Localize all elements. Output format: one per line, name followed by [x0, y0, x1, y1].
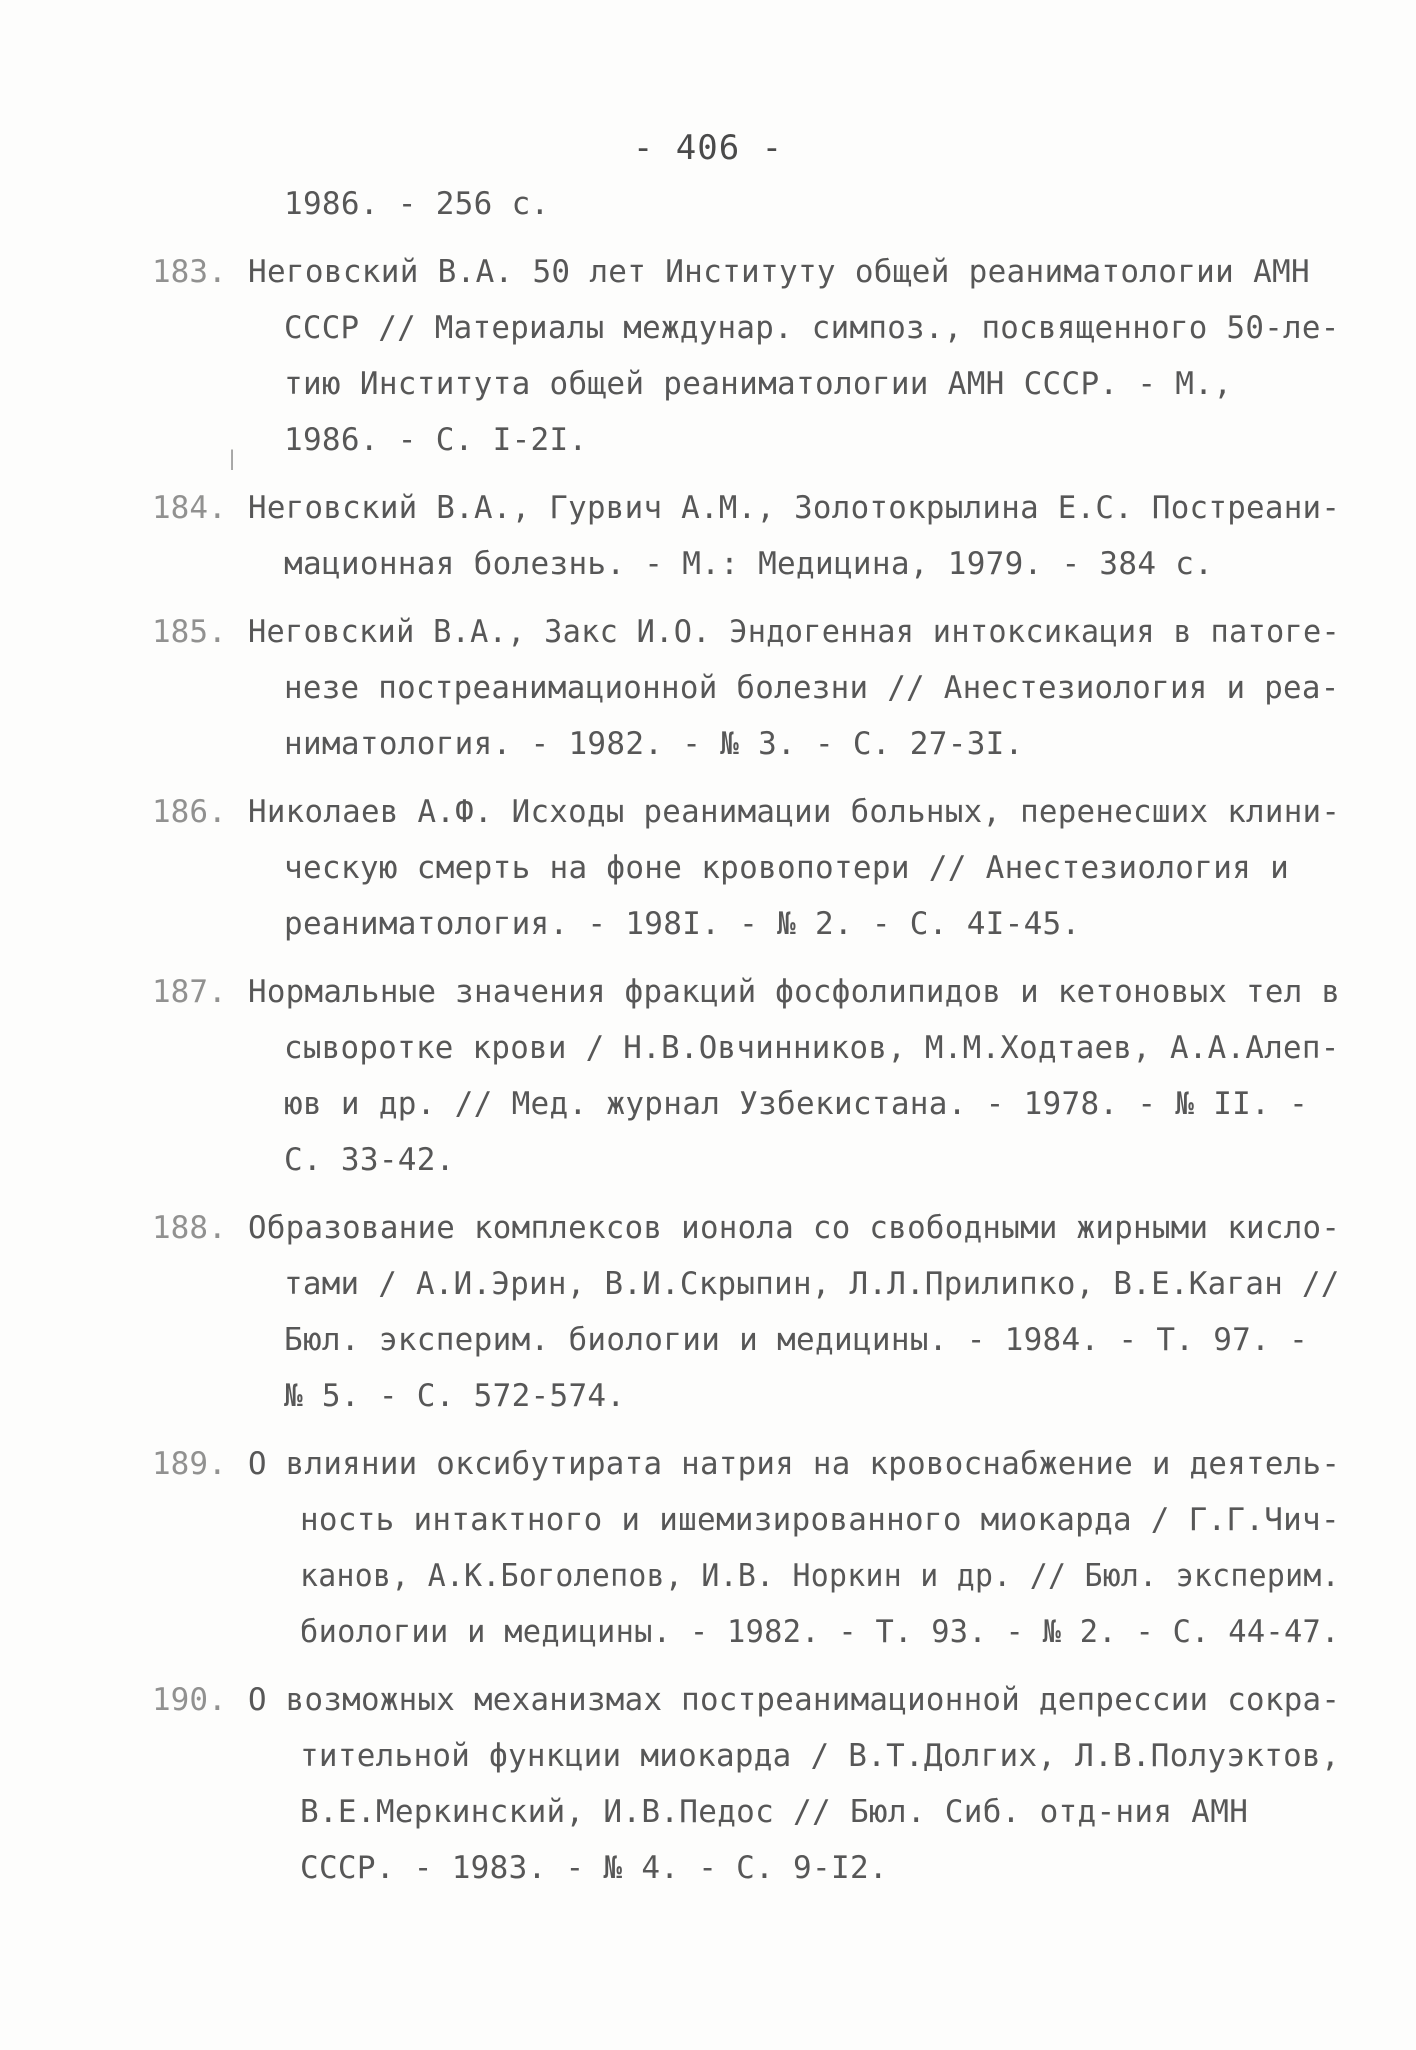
reference-line: биологии и медицины. - 1982. - Т. 93. - № 2. - С. 44-47.: [300, 1614, 1340, 1650]
reference-line: Образование комплексов ионола со свободными жирными кисло-: [248, 1210, 1341, 1246]
stray-mark: |: [226, 446, 239, 470]
reference-line: ческую смерть на фоне кровопотери // Анестезиология и: [284, 850, 1290, 886]
page-number: - 406 -: [632, 128, 784, 168]
reference-number: 184.: [152, 490, 227, 526]
reference-number: 187.: [152, 974, 227, 1010]
reference-line: № 5. - С. 572-574.: [284, 1378, 626, 1414]
reference-line: СССР // Материалы междунар. симпоз., посвященного 50-ле-: [284, 310, 1340, 346]
reference-line: 1986. - С. I-2I.: [284, 422, 588, 458]
reference-line: Неговский В.А., Гурвич А.М., Золотокрылина Е.С. Постреани-: [248, 490, 1341, 526]
reference-line: мационная болезнь. - М.: Медицина, 1979. - 384 с.: [284, 546, 1214, 582]
reference-line: В.Е.Меркинский, И.В.Педос // Бюл. Сиб. отд-ния АМН: [300, 1794, 1249, 1830]
continuation-line: 1986. - 256 с.: [284, 186, 550, 222]
reference-number: 188.: [152, 1210, 227, 1246]
reference-line: С. 33-42.: [284, 1142, 455, 1178]
reference-line: СССР. - 1983. - № 4. - С. 9-I2.: [300, 1850, 888, 1886]
reference-line: незе постреанимационной болезни // Анестезиология и реа-: [284, 670, 1340, 706]
reference-line: реаниматология. - 198I. - № 2. - С. 4I-45.: [284, 906, 1081, 942]
reference-line: ниматология. - 1982. - № 3. - С. 27-3I.: [284, 726, 1024, 762]
reference-line: ность интактного и ишемизированного миокарда / Г.Г.Чич-: [300, 1502, 1340, 1538]
reference-number: 189.: [152, 1446, 227, 1482]
reference-number: 186.: [152, 794, 227, 830]
reference-line: О влиянии оксибутирата натрия на кровоснабжение и деятель-: [248, 1446, 1341, 1482]
reference-line: юв и др. // Мед. журнал Узбекистана. - 1978. - № II. -: [284, 1086, 1309, 1122]
reference-number: 185.: [152, 614, 227, 650]
reference-line: канов, А.К.Боголепов, И.В. Норкин и др. // Бюл. эксперим.: [300, 1558, 1340, 1594]
reference-line: О возможных механизмах постреанимационной депрессии сокра-: [248, 1682, 1341, 1718]
reference-line: Нормальные значения фракций фосфолипидов и кетоновых тел в: [248, 974, 1341, 1010]
reference-number: 190.: [152, 1682, 227, 1718]
reference-line: тию Института общей реаниматологии АМН СССР. - М.,: [284, 366, 1233, 402]
reference-line: Неговский В.А., Закс И.О. Эндогенная интоксикация в патоге-: [248, 614, 1341, 650]
reference-number: 183.: [152, 254, 227, 290]
reference-line: тами / А.И.Эрин, В.И.Скрыпин, Л.Л.Прилипко, В.Е.Каган //: [284, 1266, 1340, 1302]
reference-line: Николаев А.Ф. Исходы реанимации больных, перенесших клини-: [248, 794, 1341, 830]
reference-line: тительной функции миокарда / В.Т.Долгих, Л.В.Полуэктов,: [300, 1738, 1340, 1774]
reference-line: Неговский В.А. 50 лет Институту общей реаниматологии АМН: [248, 254, 1310, 290]
reference-line: сыворотке крови / Н.В.Овчинников, М.М.Ходтаев, А.А.Алеп-: [284, 1030, 1340, 1066]
reference-line: Бюл. эксперим. биологии и медицины. - 1984. - Т. 97. -: [284, 1322, 1309, 1358]
